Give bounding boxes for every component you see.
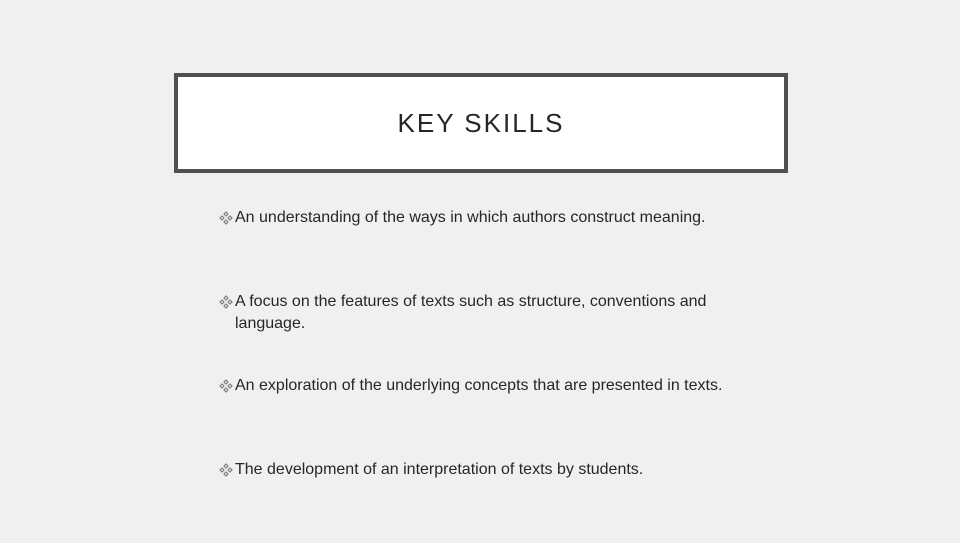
bullet-text: The development of an interpretation of texts by students. [235, 461, 644, 478]
diamond-bullet-icon [219, 463, 233, 477]
list-item [219, 291, 759, 375]
list-item [219, 375, 759, 459]
diamond-bullet-icon [219, 295, 233, 309]
slide-title-box [174, 73, 788, 173]
diamond-bullet-icon [219, 211, 233, 225]
bullet-text: An exploration of the underlying concepts that are presented in texts. [235, 377, 723, 394]
list-item [219, 207, 759, 291]
list-item [219, 459, 759, 543]
diamond-bullet-icon [219, 379, 233, 393]
bullet-text: An understanding of the ways in which authors construct meaning. [235, 209, 706, 226]
key-skills-list [219, 207, 759, 543]
slide-title: KEY SKILLS [397, 107, 565, 138]
bullet-text: A focus on the features of texts such as structure, conventions and language. [235, 293, 707, 332]
